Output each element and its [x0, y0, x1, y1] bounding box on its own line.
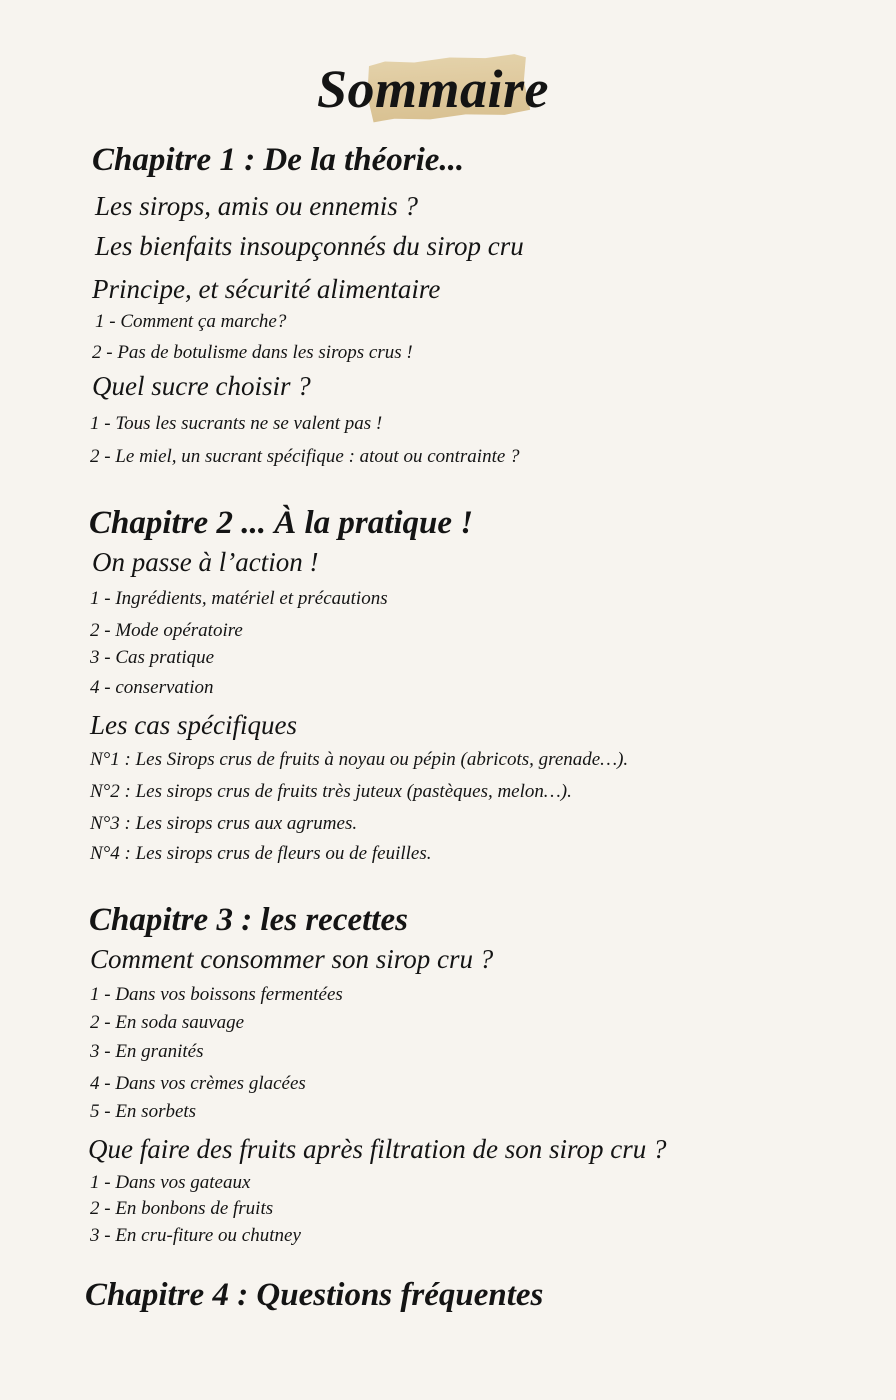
- chapter-heading-2: Chapitre 2 ... À la pratique !: [89, 505, 474, 541]
- section-title: Les bienfaits insoupçonnés du sirop cru: [95, 231, 524, 261]
- toc-item: 2 - Le miel, un sucrant spécifique : atout ou contrainte ?: [90, 446, 520, 467]
- toc-item: 5 - En sorbets: [90, 1101, 197, 1122]
- toc-item: 2 - Pas de botulisme dans les sirops crus !: [92, 342, 413, 363]
- toc-item: 1 - Dans vos boissons fermentées: [90, 984, 343, 1005]
- section-title: Principe, et sécurité alimentaire: [92, 274, 441, 304]
- section-title: Les cas spécifiques: [90, 710, 297, 740]
- toc-item: 1 - Comment ça marche?: [95, 311, 287, 332]
- toc-item: N°2 : Les sirops crus de fruits très juteux (pastèques, melon…).: [90, 781, 572, 802]
- toc-item: 4 - conservation: [90, 677, 214, 698]
- chapter-heading-3: Chapitre 3 : les recettes: [89, 902, 408, 938]
- toc-item: 2 - En bonbons de fruits: [90, 1198, 274, 1219]
- toc-item: 1 - Ingrédients, matériel et précautions: [90, 588, 388, 609]
- page-title: Sommaire: [316, 59, 550, 119]
- toc-item: 2 - En soda sauvage: [90, 1012, 245, 1033]
- section-title: Les sirops, amis ou ennemis ?: [95, 191, 419, 221]
- section-title: On passe à l’action !: [92, 547, 319, 577]
- toc-item: 2 - Mode opératoire: [90, 620, 243, 641]
- section-title: Que faire des fruits après filtration de son sirop cru ?: [88, 1134, 667, 1164]
- chapter-heading-1: Chapitre 1 : De la théorie...: [92, 142, 465, 178]
- toc-item: 3 - En cru-fiture ou chutney: [90, 1225, 301, 1246]
- section-title: Comment consommer son sirop cru ?: [90, 944, 494, 974]
- toc-item: N°1 : Les Sirops crus de fruits à noyau ou pépin (abricots, grenade…).: [90, 749, 629, 770]
- toc-item: N°3 : Les sirops crus aux agrumes.: [90, 813, 358, 834]
- toc-item: N°4 : Les sirops crus de fleurs ou de feuilles.: [90, 843, 432, 864]
- chapter-heading-4: Chapitre 4 : Questions fréquentes: [85, 1277, 544, 1313]
- toc-item: 3 - Cas pratique: [90, 647, 215, 668]
- toc-item: 1 - Dans vos gateaux: [90, 1172, 251, 1193]
- toc-item: 1 - Tous les sucrants ne se valent pas !: [90, 413, 383, 434]
- toc-item: 4 - Dans vos crèmes glacées: [90, 1073, 306, 1094]
- section-title: Quel sucre choisir ?: [92, 371, 311, 401]
- toc-item: 3 - En granités: [90, 1041, 204, 1062]
